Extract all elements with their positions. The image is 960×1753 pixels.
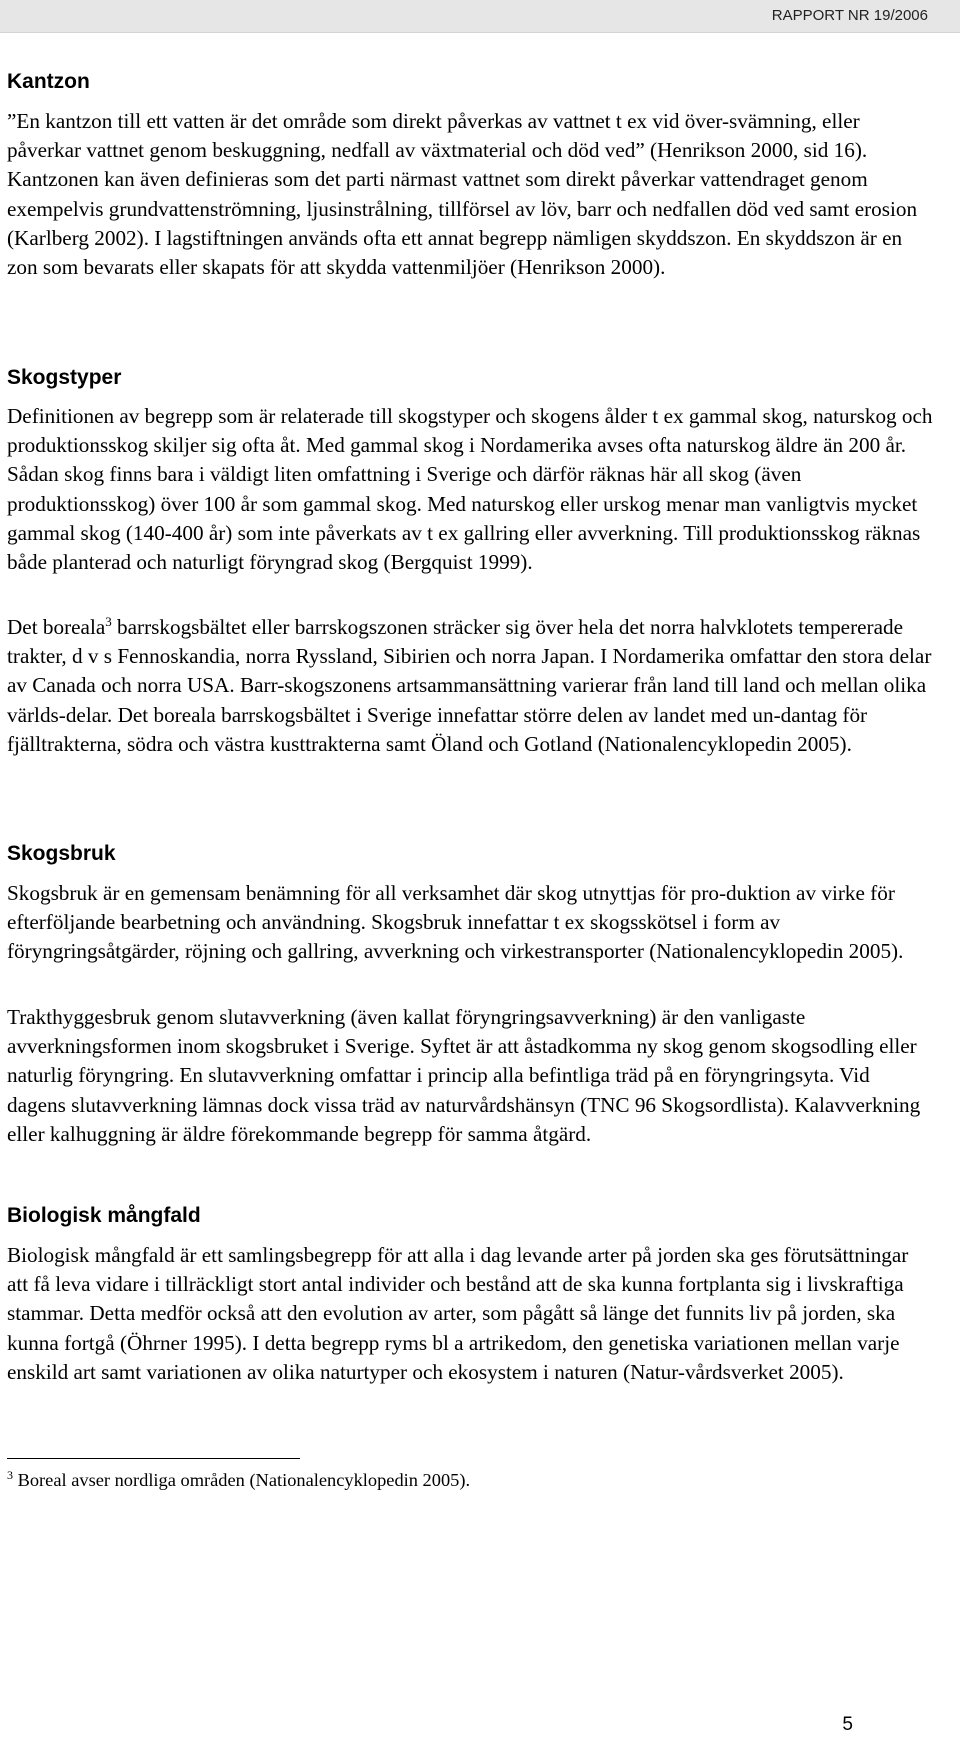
- heading-skogstyper: Skogstyper: [7, 366, 122, 389]
- footnote-text: Boreal avser nordliga områden (Nationalencyklopedin 2005).: [13, 1470, 471, 1490]
- footnote-reference: 3: [105, 613, 112, 629]
- footnote-number: 3: [7, 1467, 13, 1482]
- report-label: RAPPORT NR 19/2006: [771, 7, 928, 24]
- page-number: 5: [842, 1714, 853, 1735]
- paragraph-skogsbruk-2: Trakthyggesbruk genom slutavverkning (även kallat föryngringsavverkning) är den vanligaste avverkningsformen inom skogsbruket i Sverige. Syftet är att åstadkomma ny skog genom skogsodling eller naturlig föryngring. En slutavverkning omfattar i princip alla befintliga träd på en föryngringsyta. Vid dagens slutavverkning lämnas dock vissa träd av naturvårdshänsyn (TNC 96 Skogsordlista). Kalavverkning eller kalhuggning är äldre förekommande begrepp för samma åtgärd.: [7, 1005, 921, 1146]
- heading-kantzon: Kantzon: [7, 70, 90, 93]
- paragraph-kantzon: ”En kantzon till ett vatten är det område som direkt påverkas av vattnet t ex vid över-svämning, eller påverkar vattnet genom beskuggning, nedfall av växtmaterial och död ved” (Henrikson 2000, sid 16). Kantzonen kan även definieras som det parti närmast vattnet som direkt påverkar vattendraget genom exempelvis grundvattenströmning, ljusinstrålning, tillförsel av löv, barr och nedfallen död ved samt erosion (Karlberg 2002). I lagstiftningen används ofta ett annat begrepp nämligen skyddszon. En skyddszon är en zon som bevarats eller skapats för att skydda vattenmiljöer (Henrikson 2000).: [7, 109, 918, 280]
- report-header: [0, 0, 960, 33]
- footnote-divider: [7, 1458, 300, 1459]
- footnote: [7, 1468, 933, 1492]
- paragraph-skogstyper-1: Definitionen av begrepp som är relaterade till skogstyper och skogens ålder t ex gammal skog, naturskog och produktionsskog skiljer sig ofta åt. Med gammal skog i Nordamerika avses ofta naturskog äldre än 200 år. Sådan skog finns bara i väldigt liten omfattning i Sverige och därför räknas här all skog (även produktionsskog) över 100 år som gammal skog. Med naturskog eller urskog menar man vanligtvis mycket gammal skog (140-400 år) som inte påverkats av t ex gallring eller avverkning. Till produktionsskog räknas både planterad och naturligt föryngrad skog (Bergquist 1999).: [7, 404, 933, 575]
- heading-skogsbruk: Skogsbruk: [7, 842, 116, 865]
- paragraph-biologisk-mangfald: Biologisk mångfald är ett samlingsbegrepp för att alla i dag levande arter på jorden ska ges förutsättningar att få leva vidare i tillräckligt stort antal individer och bestånd att de ska kunna fortplanta sig i livskraftiga stammar. Detta medför också att den evolution av arter, som pågått så länge det funnits liv på jorden, ska kunna fortgå (Öhrner 1995). I detta begrepp ryms bl a artrikedom, den genetiska variationen mellan varje enskild art samt variationen av olika naturtyper och ekosystem i naturen (Natur-vårdsverket 2005).: [7, 1243, 909, 1384]
- paragraph-skogstyper-2-rest: barrskogsbältet eller barrskogszonen sträcker sig över hela det norra halvklotets tempererade trakter, d v s Fennoskandia, norra Ryssland, Sibirien och norra Japan. I Nordamerika omfattar den stora delar av Canada och norra USA. Barr-skogszonens artsammansättning varierar från land till land och mellan olika världs-delar. Det boreala barrskogsbältet i Sverige innefattar större delen av landet med un-dantag för fjälltrakterna, södra och västra kusttrakterna samt Öland och Gotland (Nationalencyklopedin 2005).: [7, 615, 932, 756]
- heading-biologisk-mangfald: Biologisk mångfald: [7, 1204, 201, 1227]
- paragraph-skogstyper-2-start: Det boreala: [7, 615, 106, 639]
- paragraph-skogstyper-2: [7, 613, 933, 759]
- paragraph-skogsbruk-1: Skogsbruk är en gemensam benämning för all verksamhet där skog utnyttjas för pro-duktion av virke för efterföljande bearbetning och användning. Skogsbruk innefattar t ex skogsskötsel i form av föryngringsåtgärder, röjning och gallring, avverkning och virkestransporter (Nationalencyklopedin 2005).: [7, 881, 904, 964]
